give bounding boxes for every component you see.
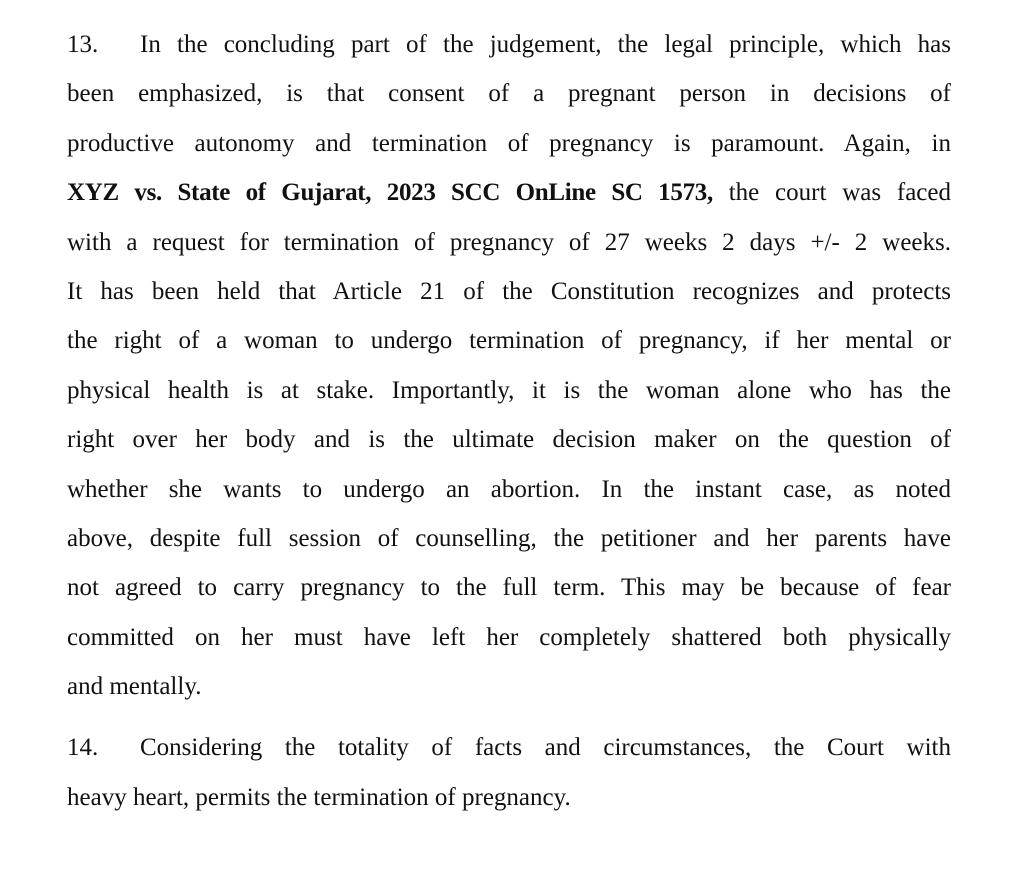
text-line: It has been held that Article 21 of the Constitution recognizes and protects	[67, 277, 951, 305]
line-text: Considering the totality of facts and circumstances, the Court with	[140, 734, 951, 762]
paragraph-number: 14.	[67, 734, 99, 762]
line-text: In the concluding part of the judgement, the legal principle, which has	[140, 31, 951, 58]
paragraph-gap	[67, 711, 951, 723]
text-line: above, despite full session of counselling, the petitioner and her parents have	[67, 524, 951, 552]
text-line: been emphasized, is that consent of a pregnant person in decisions of	[67, 80, 951, 108]
case-citation: XYZ vs. State of Gujarat, 2023 SCC OnLine SC 1573,	[67, 179, 713, 207]
text-line	[67, 20, 951, 69]
text-line: the right of a woman to undergo termination of pregnancy, if her mental or	[67, 327, 951, 355]
text-line: heavy heart, permits the termination of pregnancy.	[67, 783, 571, 811]
text-line: and mentally.	[67, 673, 202, 701]
text-line: with a request for termination of pregnancy of 27 weeks 2 days +/- 2 weeks.	[67, 228, 951, 256]
line-text: the court was faced	[712, 179, 951, 207]
text-line: physical health is at stake. Importantly, it is the woman alone who has the	[67, 376, 951, 404]
document-page	[67, 20, 951, 822]
paragraph-14	[67, 723, 951, 822]
text-line: not agreed to carry pregnancy to the full term. This may be because of fear	[67, 574, 951, 602]
text-line: whether she wants to undergo an abortion. In the instant case, as noted	[67, 475, 951, 503]
text-line	[67, 168, 951, 217]
text-line: committed on her must have left her completely shattered both physically	[67, 623, 951, 651]
text-line	[67, 723, 951, 772]
text-line: right over her body and is the ultimate decision maker on the question of	[67, 426, 951, 454]
paragraph-number: 13.	[67, 31, 99, 58]
paragraph-13	[67, 20, 951, 711]
text-line: productive autonomy and termination of pregnancy is paramount. Again, in	[67, 129, 951, 157]
